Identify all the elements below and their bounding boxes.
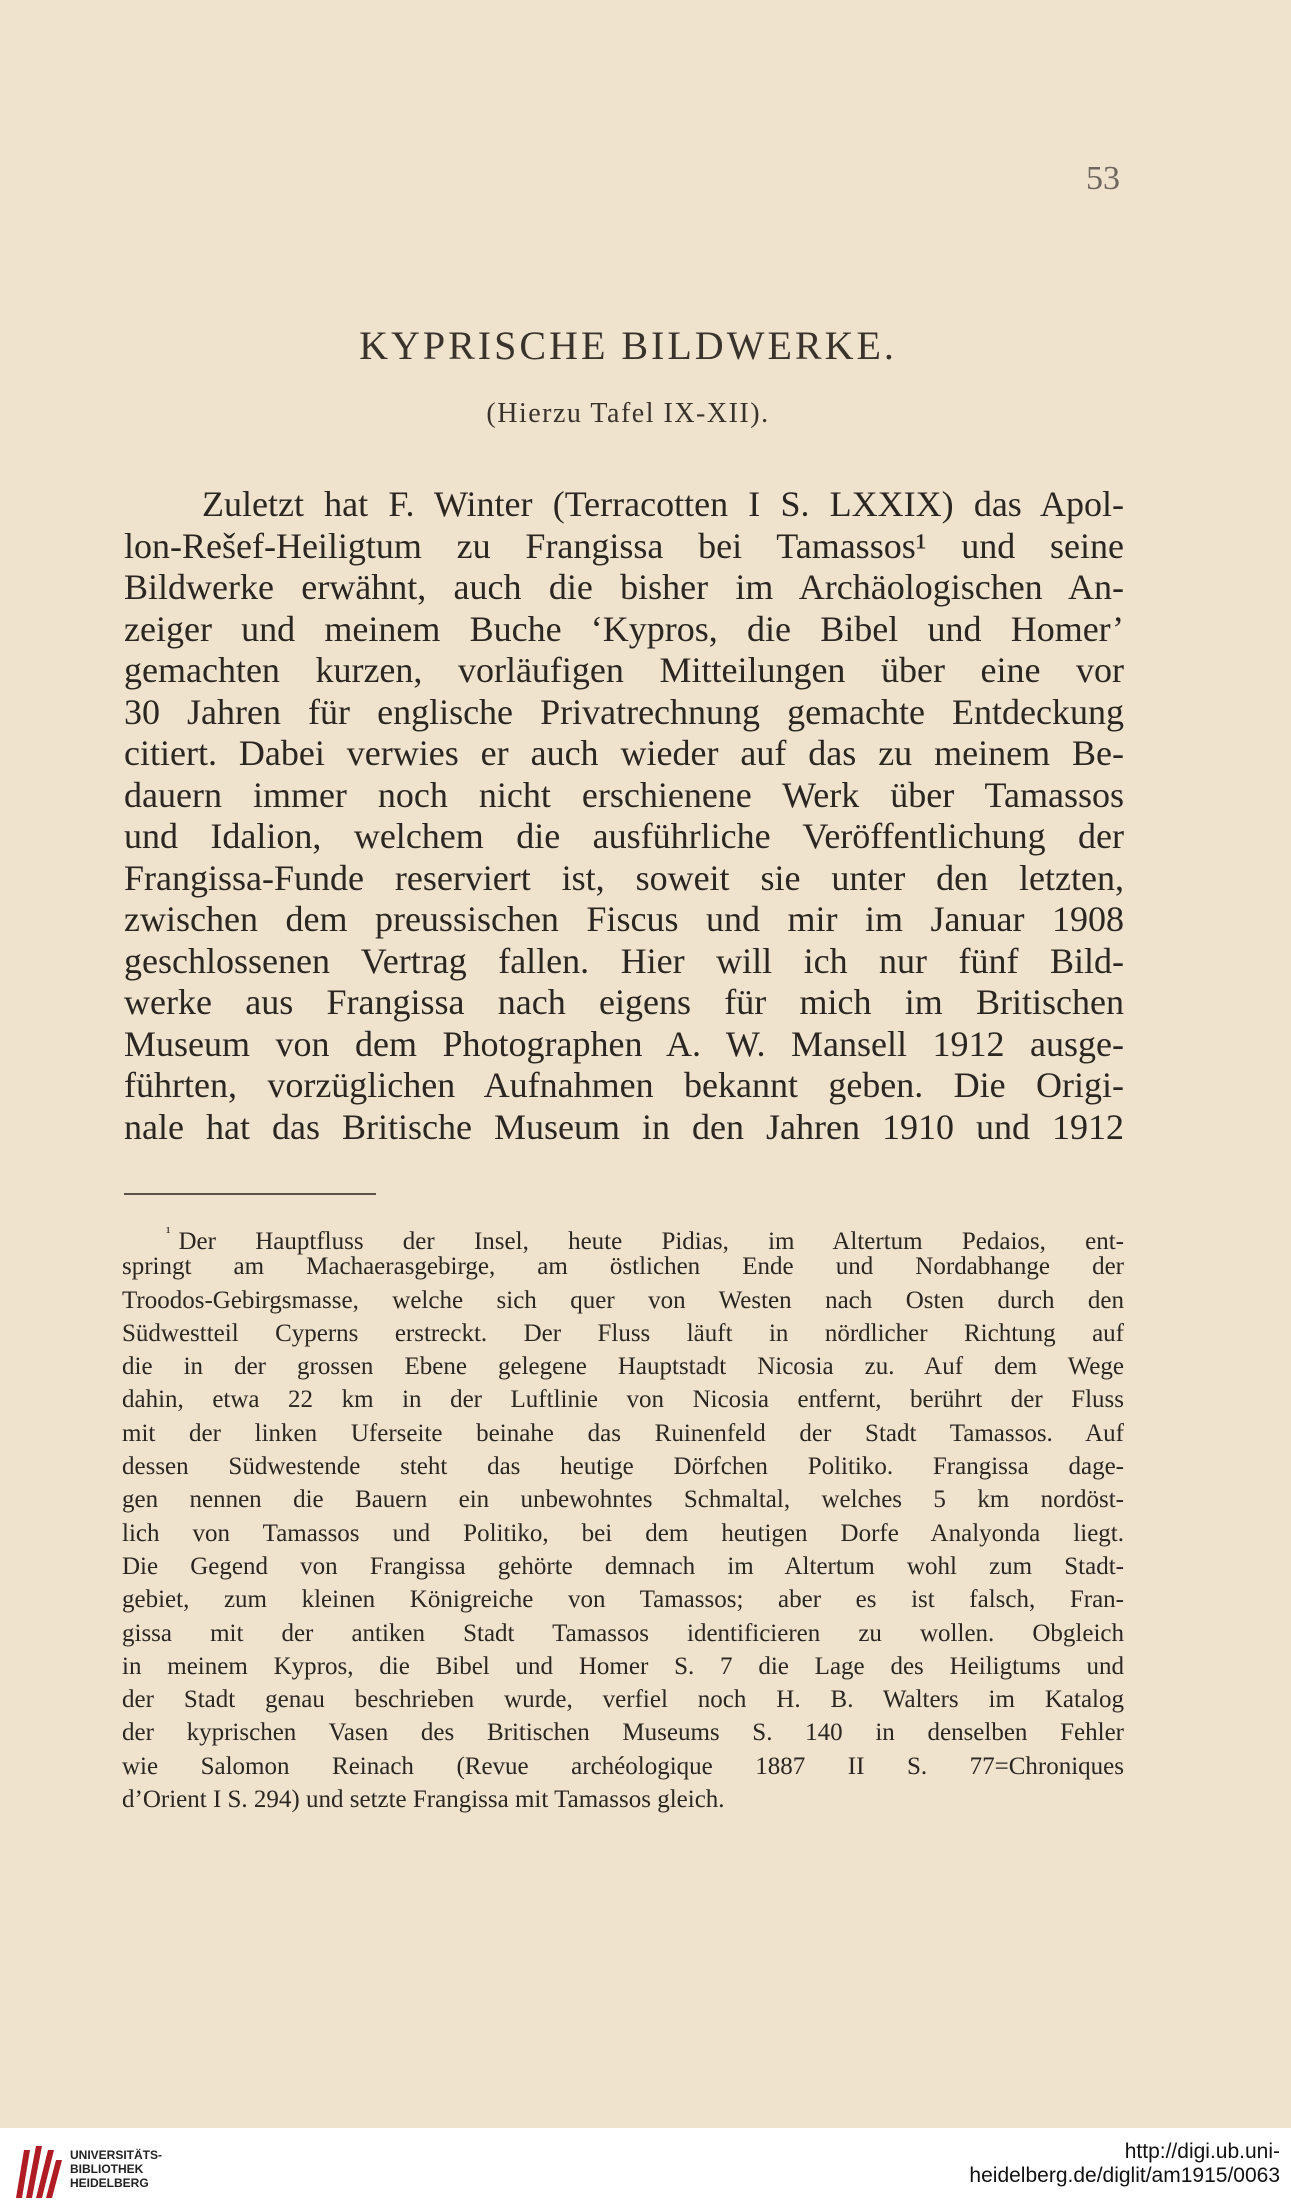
footnote-line: in meinem Kypros, die Bibel und Homer S. 7 die Lage des Heiligtums und <box>122 1652 1124 1680</box>
footnotes <box>122 1217 1124 1816</box>
text-line: gemachten kurzen, vorläufigen Mitteilungen über eine vor <box>124 650 1124 690</box>
article-title: KYPRISCHE BILDWERKE. <box>359 323 897 368</box>
footnote-line-text: Der Hauptfluss der Insel, heute Pidias, im Altertum Pedaios, ent- <box>178 1228 1124 1255</box>
text-line: nale hat das Britische Museum in den Jahren 1910 und 1912 <box>124 1106 1124 1147</box>
footnote-line: dahin, etwa 22 km in der Luftlinie von Nicosia entfernt, berührt der Fluss <box>122 1386 1124 1414</box>
text-line: zeiger und meinem Buche ‘Kypros, die Bibel und Homer’ <box>124 608 1124 649</box>
text-line: Bildwerke erwähnt, auch die bisher im Archäologischen An- <box>124 567 1124 607</box>
footnote-line: gebiet, zum kleinen Königreiche von Tamassos; aber es ist falsch, Fran- <box>122 1586 1124 1614</box>
footnote-marker: ¹ <box>166 1225 171 1241</box>
text-line: geschlossenen Vertrag fallen. Hier will ich nur fünf Bild- <box>124 940 1124 981</box>
main-text <box>124 484 1124 1148</box>
footnote-line: d’Orient I S. 294) und setzte Frangissa mit Tamassos gleich. <box>122 1786 725 1814</box>
footnote-line: springt am Machaerasgebirge, am östlichen Ende und Nordabhange der <box>122 1253 1124 1281</box>
text-line: und Idalion, welchem die ausführliche Veröffentlichung der <box>124 816 1124 856</box>
article-subtitle: (Hierzu Tafel IX-XII). <box>486 398 770 429</box>
library-name-line: UNIVERSITÄTS- <box>70 2148 163 2162</box>
text-line: dauern immer noch nicht erschienene Werk über Tamassos <box>124 774 1124 815</box>
footnote-line: mit der linken Uferseite beinahe das Ruinenfeld der Stadt Tamassos. Auf <box>122 1419 1124 1447</box>
footer-bar <box>0 2128 1291 2210</box>
footnote-line: dessen Südwestende steht das heutige Dörfchen Politiko. Frangissa dage- <box>122 1453 1124 1481</box>
footnote-line: gissa mit der antiken Stadt Tamassos identificieren zu wollen. Obgleich <box>122 1619 1124 1647</box>
text-line: Zuletzt hat F. Winter (Terracotten I S. LXXIX) das Apol- <box>202 484 1124 524</box>
page-number: 53 <box>1086 160 1120 197</box>
text-line: Museum von dem Photographen A. W. Mansell 1912 ausge- <box>124 1023 1124 1064</box>
text-line: lon-Rešef-Heiligtum zu Frangissa bei Tamassos¹ und seine <box>124 525 1124 566</box>
footnote-line <box>122 1217 1124 1255</box>
text-line: 30 Jahren für englische Privatrechnung gemachte Entdeckung <box>124 691 1124 732</box>
library-logo[interactable] <box>12 2142 172 2202</box>
footnote-divider <box>124 1193 376 1195</box>
text-line: citiert. Dabei verwies er auch wieder auf das zu meinem Be- <box>124 733 1124 773</box>
library-name-line: BIBLIOTHEK <box>70 2162 144 2176</box>
library-name <box>70 2148 162 2190</box>
footnote-line: Südwestteil Cyperns erstreckt. Der Fluss läuft in nördlicher Richtung auf <box>122 1319 1124 1347</box>
text-line: zwischen dem preussischen Fiscus und mir im Januar 1908 <box>124 899 1124 939</box>
footnote-line: wie Salomon Reinach (Revue archéologique 1887 II S. 77=Chroniques <box>122 1752 1124 1780</box>
library-name-line: HEIDELBERG <box>70 2176 149 2190</box>
text-line: werke aus Frangissa nach eigens für mich im Britischen <box>124 982 1124 1022</box>
footnote-line: die in der grossen Ebene gelegene Hauptstadt Nicosia zu. Auf dem Wege <box>122 1353 1124 1381</box>
footnote-line: lich von Tamassos und Politiko, bei dem heutigen Dorfe Analyonda liegt. <box>122 1519 1124 1547</box>
source-url-link[interactable]: http://digi.ub.uni-heidelberg.de/diglit/am1915/0063 <box>969 2140 1280 2187</box>
footnote-line: gen nennen die Bauern ein unbewohntes Schmaltal, welches 5 km nordöst- <box>122 1486 1124 1514</box>
footnote-line: Die Gegend von Frangissa gehörte demnach im Altertum wohl zum Stadt- <box>122 1552 1124 1580</box>
footnote-line: Troodos-Gebirgsmasse, welche sich quer von Westen nach Osten durch den <box>122 1286 1124 1314</box>
text-line: Frangissa-Funde reserviert ist, soweit sie unter den letzten, <box>124 857 1124 898</box>
footnote-line: der kyprischen Vasen des Britischen Museums S. 140 in denselben Fehler <box>122 1719 1124 1747</box>
library-seal-icon <box>12 2142 64 2202</box>
footnote-line: der Stadt genau beschrieben wurde, verfiel noch H. B. Walters im Katalog <box>122 1686 1124 1714</box>
text-line: führten, vorzüglichen Aufnahmen bekannt geben. Die Origi- <box>124 1065 1124 1105</box>
